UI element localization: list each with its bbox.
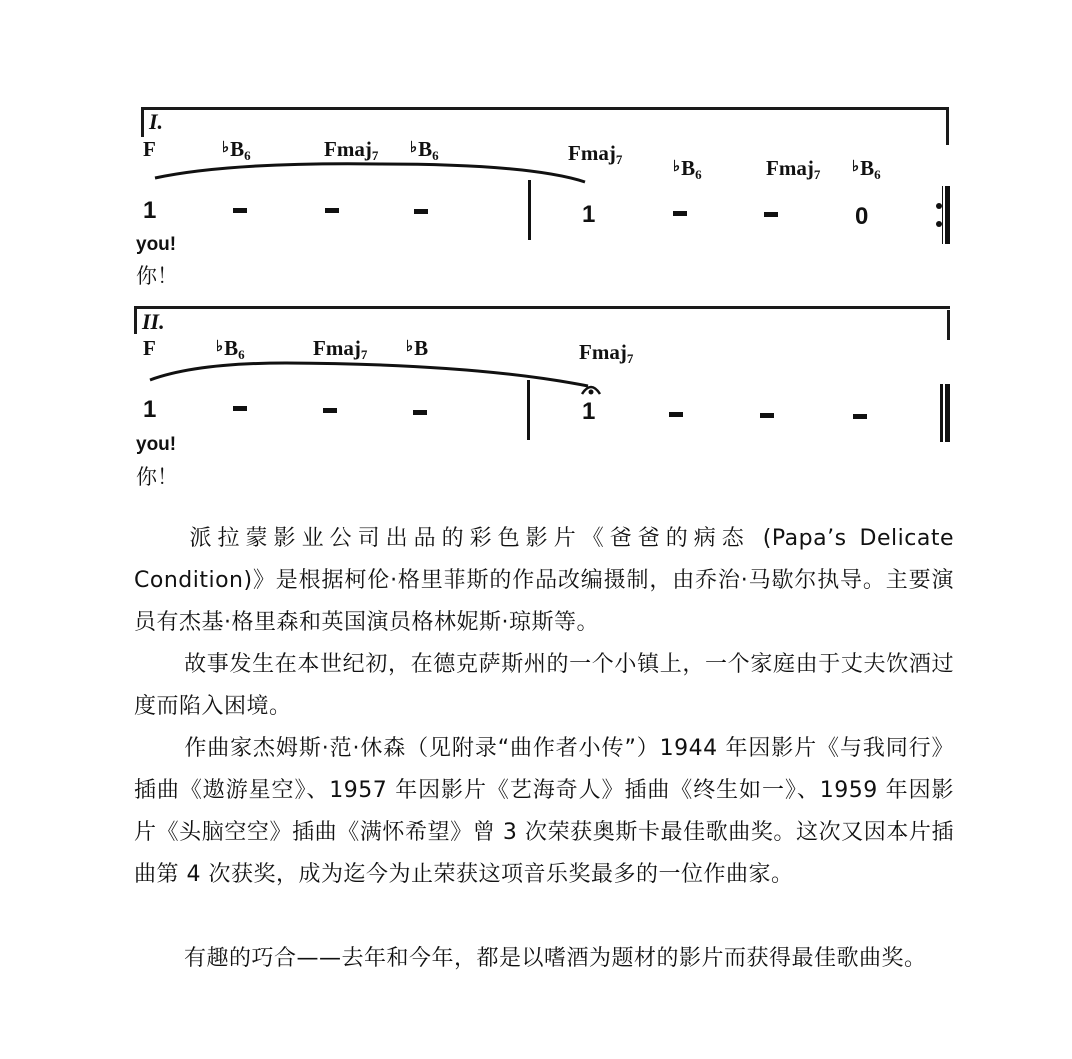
slur bbox=[150, 160, 590, 190]
chord: $♭B_6$ bbox=[216, 336, 245, 362]
lyric-chinese: 你！ bbox=[136, 264, 178, 288]
chord: Fmaj$_7$ bbox=[766, 156, 821, 182]
volta-2-bracket-line bbox=[134, 306, 950, 309]
dash bbox=[414, 209, 428, 214]
flat-icon: ♭ bbox=[852, 159, 860, 175]
note: 1 bbox=[143, 197, 157, 224]
dash bbox=[669, 412, 683, 417]
paragraph-story: 故事发生在本世纪初，在德克萨斯州的一个小镇上，一个家庭由于丈夫饮酒过度而陷入困境。 bbox=[134, 652, 954, 719]
fermata-icon bbox=[580, 380, 602, 396]
volta-1-bracket-line bbox=[141, 107, 949, 110]
dash bbox=[413, 410, 427, 415]
repeat-barline bbox=[942, 186, 943, 244]
volta-1-label: I. bbox=[149, 109, 164, 134]
dash bbox=[325, 208, 339, 213]
lyric-english: you! bbox=[136, 434, 177, 455]
barline bbox=[528, 180, 531, 240]
final-barline-thick bbox=[945, 384, 950, 442]
note: 1 bbox=[143, 396, 157, 423]
flat-icon: ♭ bbox=[410, 140, 418, 156]
chord: Fmaj$_7$ bbox=[324, 137, 379, 163]
dash bbox=[853, 414, 867, 419]
chord: Fmaj$_7$ bbox=[568, 141, 623, 167]
dash bbox=[760, 413, 774, 418]
chord: F bbox=[143, 137, 156, 161]
chord: ♭B bbox=[406, 336, 429, 360]
flat-icon: ♭ bbox=[222, 140, 230, 156]
chord: $♭B_6$ bbox=[410, 137, 439, 163]
final-barline-thin bbox=[940, 384, 943, 442]
flat-icon: ♭ bbox=[406, 339, 414, 355]
chord: F bbox=[143, 336, 156, 360]
volta-2-right-bracket bbox=[947, 310, 950, 340]
paragraph-composer: 作曲家杰姆斯·范·休森（见附录“曲作者小传”）1944 年因影片《与我同行》插曲《遨游星空》、1957 年因影片《艺海奇人》插曲《终生如一》、1959 年因影片《头脑空空》插曲《满怀希望》曾 3 次荣获奥斯卡最佳歌曲奖。这次又因本片插曲第 4 次获奖，成为迄今为止荣获这项音乐奖最多的一位作曲家。 bbox=[134, 736, 954, 887]
note: 0 bbox=[855, 203, 869, 230]
volta-2-label: II. bbox=[142, 309, 165, 334]
final-barline bbox=[945, 186, 950, 244]
flat-icon: ♭ bbox=[673, 159, 681, 175]
flat-icon: ♭ bbox=[216, 339, 224, 355]
dash bbox=[673, 211, 687, 216]
chord: $♭B_6$ bbox=[852, 156, 881, 182]
note: 1 bbox=[582, 201, 596, 228]
barline bbox=[527, 380, 530, 440]
note: 1 bbox=[582, 398, 596, 425]
dash bbox=[233, 208, 247, 213]
dash bbox=[764, 212, 778, 217]
volta-1-left-bracket bbox=[141, 107, 144, 137]
paragraph-film-intro: 派拉蒙影业公司出品的彩色影片《爸爸的病态 (Papa’s Delicate Condition)》是根据柯伦·格里菲斯的作品改编摄制，由乔治·马歇尔执导。主要演员有杰基·格里森和英国演员格林妮斯·琼斯等。 bbox=[134, 526, 954, 635]
lyric-english: you! bbox=[136, 234, 177, 255]
paragraph-coincidence: 有趣的巧合——去年和今年，都是以嗜酒为题材的影片而获得最佳歌曲奖。 bbox=[184, 946, 927, 971]
lyric-chinese: 你！ bbox=[136, 465, 178, 489]
volta-2-left-bracket bbox=[134, 306, 137, 334]
chord: Fmaj$_7$ bbox=[579, 340, 634, 366]
chord: $♭B_6$ bbox=[673, 156, 702, 182]
chord: Fmaj$_7$ bbox=[313, 336, 368, 362]
dash bbox=[233, 406, 247, 411]
dash bbox=[323, 408, 337, 413]
chord: $♭B_6$ bbox=[222, 137, 251, 163]
volta-1-right-bracket bbox=[946, 107, 949, 145]
